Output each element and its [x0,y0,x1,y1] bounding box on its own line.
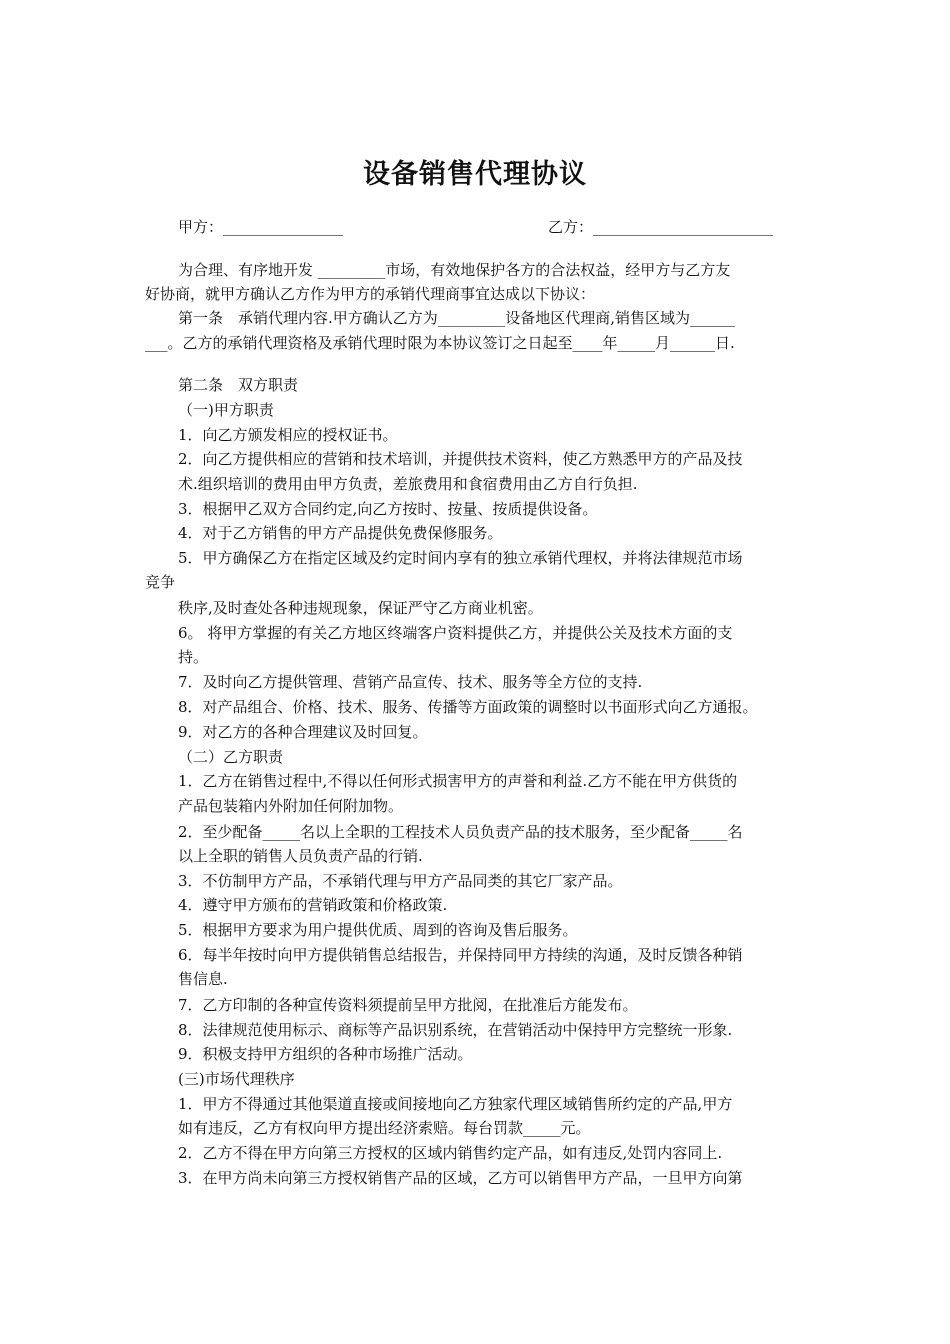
text-line: 5．根据甲方要求为用户提供优质、周到的咨询及售后服务。 [178,921,578,939]
text-line: 第一条 承销代理内容.甲方确认乙方为_________设备地区代理商,销售区域为______ [178,309,736,327]
text-line: 竞争 [145,573,176,591]
text-line: 8．对产品组合、价格、技术、服务、传播等方面政策的调整时以书面形式向乙方通报。 [178,698,758,716]
text-line: 7．乙方印制的各种宣传资料须提前呈甲方批阅，在批准后方能发布。 [178,996,638,1014]
text-line: 秩序,及时查处各种违规现象，保证严守乙方商业机密。 [178,599,543,617]
text-line: ___。乙方的承销代理资格及承销代理时限为本协议签订之日起至____年_____月______日. [145,334,735,352]
text-line: 7．及时向乙方提供管理、营销产品宣传、技术、服务等全方位的支持. [178,673,643,691]
text-line: 1．向乙方颁发相应的授权证书。 [178,426,398,444]
text-line: 为合理、有序地开发 _________市场，有效地保护各方的合法权益，经甲方与乙方友 [178,261,731,279]
text-line: 2．乙方不得在甲方向第三方授权的区域内销售约定产品，如有违反,处罚内容同上. [178,1144,723,1162]
text-line: 2．向乙方提供相应的营销和技术培训，并提供技术资料，使乙方熟悉甲方的产品及技 [178,450,743,468]
subsection-heading: （二）乙方职责 [178,748,284,766]
text-line: 售信息. [178,970,228,988]
text-line: 2．至少配备_____名以上全职的工程技术人员负责产品的技术服务，至少配备_____名 [178,823,743,841]
section-heading: 第二条 双方职责 [178,376,299,394]
text-line: 术.组织培训的费用由甲方负责，差旅费用和食宿费用由乙方自行负担. [178,475,638,493]
text-line: 6．每半年按时向甲方提供销售总结报告，并保持同甲方持续的沟通，及时反馈各种销 [178,946,743,964]
text-line: 如有违反，乙方有权向甲方提出经济索赔。每台罚款_____元。 [178,1119,591,1137]
text-line: 4．对于乙方销售的甲方产品提供免费保修服务。 [178,524,503,542]
text-line: 3．根据甲乙双方合同约定,向乙方按时、按量、按质提供设备。 [178,500,598,518]
text-line: 3．在甲方尚未向第三方授权销售产品的区域，乙方可以销售甲方产品，一旦甲方向第 [178,1169,743,1187]
text-line: 3．不仿制甲方产品，不承销代理与甲方产品同类的其它厂家产品。 [178,872,623,890]
text-line: 1．甲方不得通过其他渠道直接或间接地向乙方独家代理区域销售所约定的产品,甲方 [178,1095,733,1113]
text-line: 9．积极支持甲方组织的各种市场推广活动。 [178,1045,473,1063]
text-line: 产品包装箱内外附加任何附加物。 [178,797,404,815]
text-line: 8．法律规范使用标示、商标等产品识别系统，在营销活动中保持甲方完整统一形象. [178,1021,733,1039]
text-line: 持。 [178,648,209,666]
parties-row [0,216,950,240]
subsection-heading: (三)市场代理秩序 [178,1070,295,1088]
subsection-heading: （一)甲方职责 [178,401,274,419]
text-line: 6。 将甲方掌握的有关乙方地区终端客户资料提供乙方，并提供公关及技术方面的支 [178,624,733,642]
text-line: 好协商，就甲方确认乙方作为甲方的承销代理商事宜达成以下协议： [145,285,596,303]
text-line: 1．乙方在销售过程中,不得以任何形式损害甲方的声誉和利益.乙方不能在甲方供货的 [178,772,738,790]
text-line: 5．甲方确保乙方在指定区域及约定时间内享有的独立承销代理权，并将法律规范市场 [178,549,743,567]
document-title: 设备销售代理协议 [363,159,587,190]
party-a-field: 甲方：________________ [178,218,344,236]
party-b-field: 乙方：________________________ [548,218,774,236]
text-line: 4．遵守甲方颁布的营销政策和价格政策. [178,896,448,914]
text-line: 以上全职的销售人员负责产品的行销. [178,847,423,865]
text-line: 9．对乙方的各种合理建议及时回复。 [178,723,428,741]
